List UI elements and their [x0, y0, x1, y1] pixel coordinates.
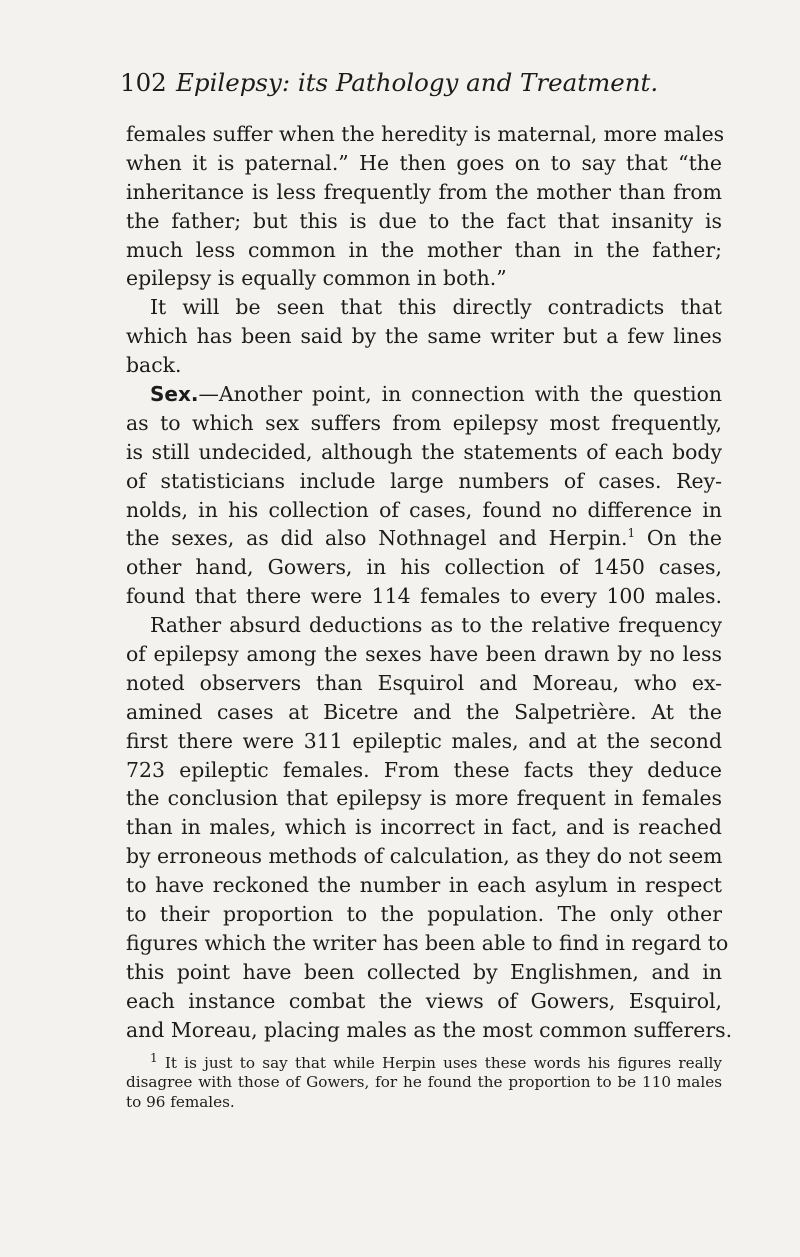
text-line: of statisticians include large numbers of cases. Rey- — [126, 468, 722, 493]
page-number: 102 — [120, 68, 167, 97]
footnote-line: disagree with those of Gowers, for he found the proportion to be 110 males — [126, 1073, 722, 1092]
footnote — [126, 1050, 722, 1113]
text-line: when it is paternal.” He then goes on to say that “the — [126, 150, 722, 175]
text-line: epilepsy is equally common in both.” — [126, 266, 507, 291]
footnote-line — [126, 1050, 722, 1074]
text-line: nolds, in his collection of cases, found no difference in — [126, 497, 722, 522]
text-line: back. — [126, 353, 182, 378]
footnote-text: It is just to say that while Herpin uses these words his figures really — [157, 1053, 722, 1072]
text-line: to their proportion to the population. The only other — [126, 902, 722, 927]
text-line: which has been said by the same writer but a few lines — [126, 324, 722, 349]
text-line: to have reckoned the number in each asylum in respect — [126, 873, 722, 898]
text-line: first there were 311 epileptic males, and at the second — [126, 728, 722, 753]
footnote-line: to 96 females. — [126, 1092, 235, 1111]
text-line: females suffer when the heredity is maternal, more males — [126, 122, 725, 146]
body-text — [126, 120, 733, 1045]
text-line: It will be seen that this directly contradicts that — [150, 295, 722, 320]
text-line: each instance combat the views of Gowers, Esquirol, — [126, 988, 722, 1013]
footnote-reference[interactable]: 1 — [627, 526, 636, 541]
running-header — [120, 68, 722, 98]
text-line: the conclusion that epilepsy is more frequent in females — [126, 786, 722, 811]
text-line-content: —Another point, in connection with the question — [198, 382, 722, 407]
text-line: as to which sex suffers from epilepsy most frequently, — [126, 410, 722, 435]
text-line: than in males, which is incorrect in fact, and is reached — [126, 815, 722, 840]
running-title: Epilepsy: its Pathology and Treatment. — [176, 68, 659, 97]
text-line: much less common in the mother than in the father; — [126, 237, 722, 262]
text-line-content: the sexes, as did also Nothnagel and Herpin. — [126, 526, 628, 551]
text-line: of epilepsy among the sexes have been drawn by no less — [126, 642, 722, 667]
section-sidehead: Sex. — [150, 382, 199, 407]
text-line: and Moreau, placing males as the most common sufferers. — [126, 1017, 733, 1042]
text-line: other hand, Gowers, in his collection of 1450 cases, — [126, 555, 722, 580]
text-line: amined cases at Bicetre and the Salpetrière. At the — [126, 699, 722, 724]
text-line: the father; but this is due to the fact that insanity is — [126, 208, 722, 233]
text-line-with-footnote-ref — [126, 524, 722, 553]
footnote-marker: 1 — [150, 1050, 158, 1065]
text-line: inheritance is less frequently from the mother than from — [126, 179, 722, 204]
text-line: this point have been collected by Englishmen, and in — [126, 959, 722, 984]
text-line: figures which the writer has been able to find in regard to — [126, 930, 729, 955]
text-line: by erroneous methods of calculation, as they do not seem — [126, 844, 723, 869]
text-line-content: On the — [635, 526, 722, 551]
text-line: found that there were 114 females to every 100 males. — [126, 584, 722, 609]
text-line-with-sidehead — [126, 380, 722, 409]
book-page — [120, 68, 733, 1112]
text-line: Rather absurd deductions as to the relative frequency — [150, 613, 722, 638]
text-line: 723 epileptic females. From these facts they deduce — [126, 757, 722, 782]
text-line: noted observers than Esquirol and Moreau, who ex- — [126, 670, 722, 695]
text-line: is still undecided, although the statements of each body — [126, 439, 722, 464]
